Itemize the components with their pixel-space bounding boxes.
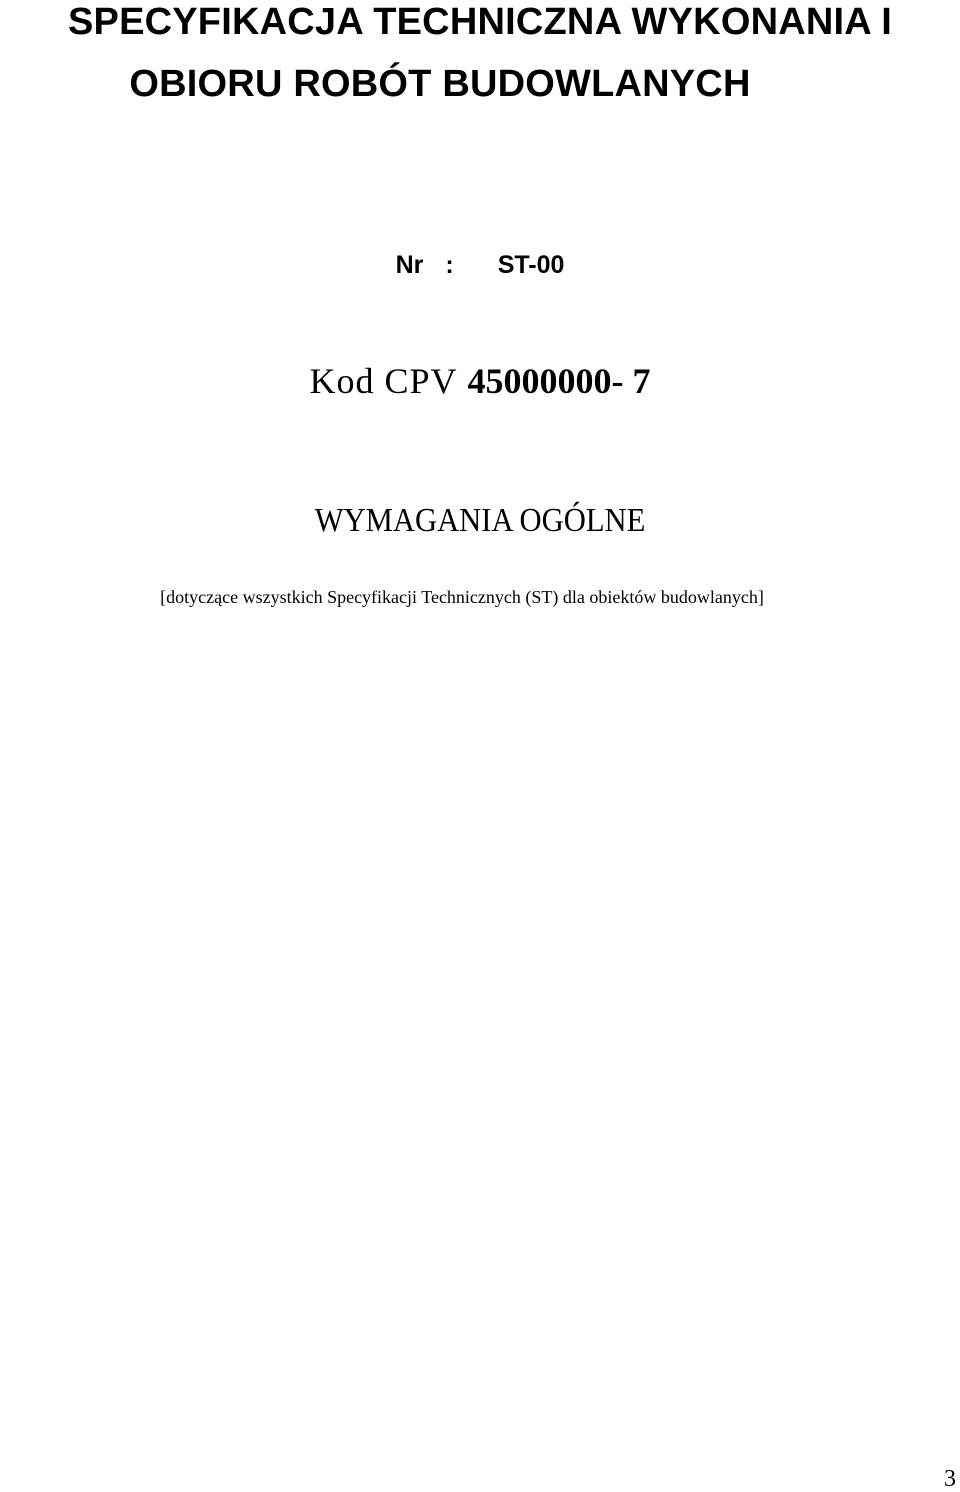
cpv-label: Kod CPV — [309, 361, 458, 401]
cpv-code: 45000000- 7 — [467, 361, 651, 401]
cpv-code-row — [0, 360, 960, 402]
spec-number-label: Nr — [395, 251, 424, 279]
section-subtitle: [dotyczące wszystkich Specyfikacji Technicznych (ST) dla obiektów budowlanych] — [160, 587, 764, 607]
section-title: WYMAGANIA OGÓLNE — [314, 502, 646, 539]
spec-number-value: ST-00 — [497, 251, 565, 279]
document-title-line-1: SPECYFIKACJA TECHNICZNA WYKONANIA I — [67, 1, 893, 43]
spec-number-row — [0, 249, 960, 281]
page-number: 3 — [944, 1466, 956, 1492]
spec-number-colon: : — [445, 251, 454, 279]
document-title-line-2: OBIORU ROBÓT BUDOWLANYCH — [129, 63, 751, 105]
